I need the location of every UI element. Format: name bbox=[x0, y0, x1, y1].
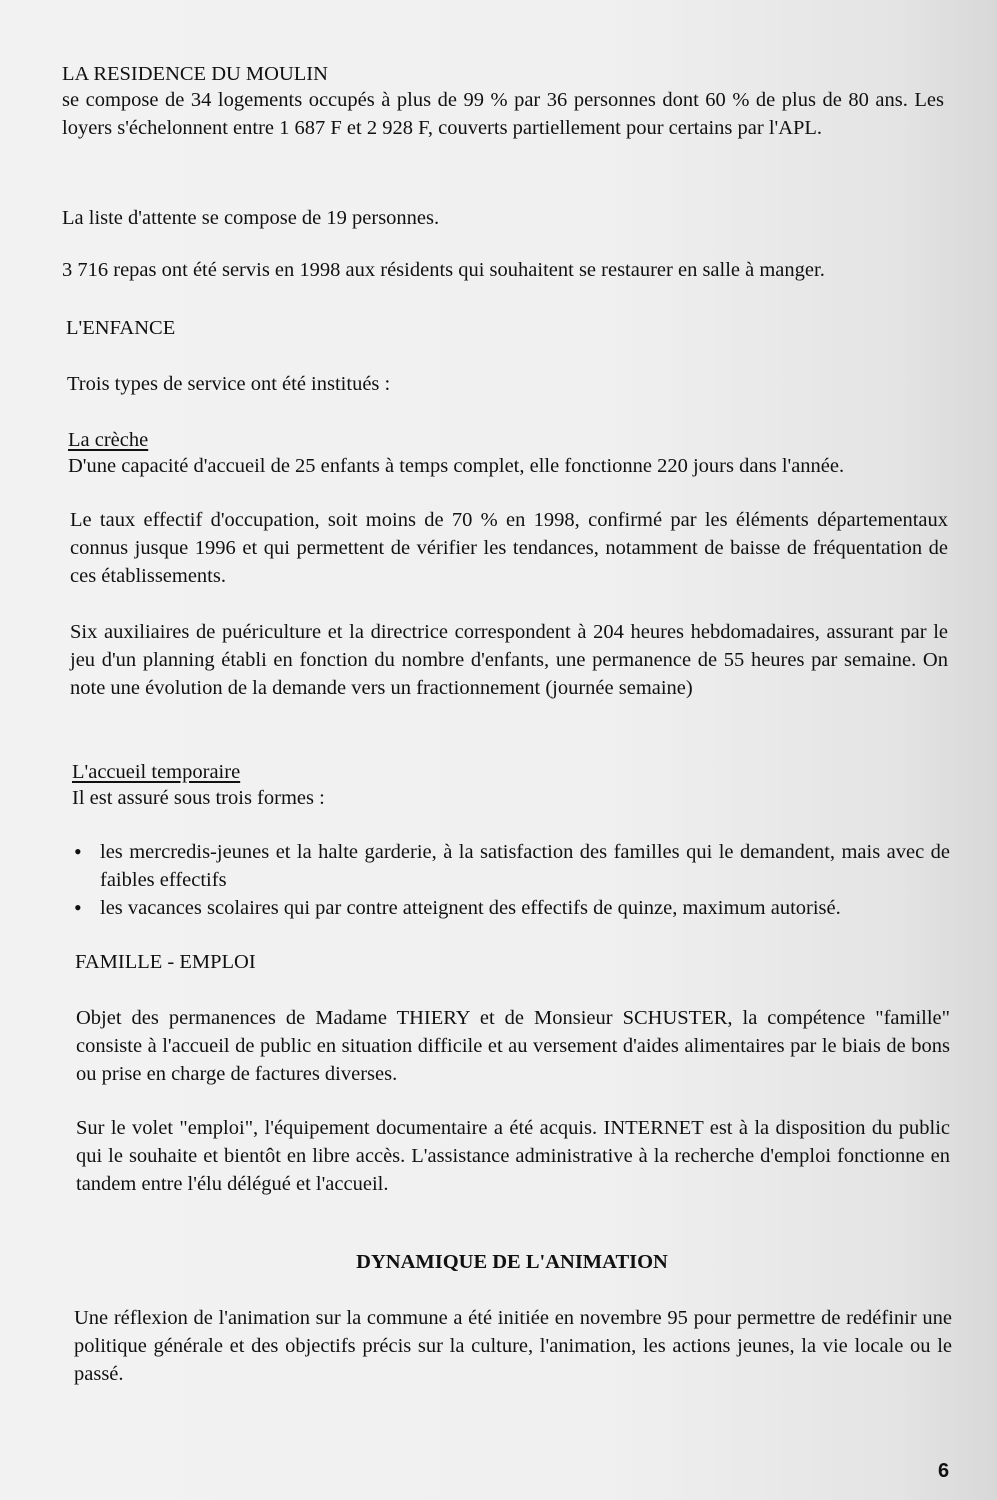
residence-paragraph-2: La liste d'attente se compose de 19 personnes. bbox=[62, 207, 440, 229]
creche-paragraph-2: Le taux effectif d'occupation, soit moins de 70 % en 1998, confirmé par les éléments départementaux connus jusque 1996 et qui permettent de vérifier les tendances, notamment de baisse de fréquentation de ces établissements. bbox=[70, 509, 948, 587]
accueil-bullet-item: • les mercredis-jeunes et la halte garderie, à la satisfaction des familles qui le demandent, mais avec de faibles effectifs bbox=[72, 838, 950, 894]
enfance-intro: Trois types de service ont été institués : bbox=[67, 373, 391, 395]
accueil-intro: Il est assuré sous trois formes : bbox=[72, 787, 325, 809]
creche-subheading: La crèche bbox=[68, 429, 149, 451]
famille-heading: FAMILLE - EMPLOI bbox=[75, 951, 256, 973]
famille-paragraph-2: Sur le volet "emploi", l'équipement documentaire a été acquis. INTERNET est à la disposition du public qui le souhaite et bientôt en libre accès. L'assistance administrative à la recherche d'emploi fonctionne en tandem entre l'élu délégué et l'accueil. bbox=[76, 1117, 950, 1195]
animation-paragraph-1: Une réflexion de l'animation sur la commune a été initiée en novembre 95 pour permettre de redéfinir une politique générale et des objectifs précis sur la culture, l'animation, les actions jeunes, la vie locale ou le passé. bbox=[74, 1307, 952, 1385]
accueil-bullet-item: • les vacances scolaires qui par contre atteignent des effectifs de quinze, maximum autorisé. bbox=[72, 894, 950, 922]
enfance-heading: L'ENFANCE bbox=[66, 317, 176, 339]
animation-heading: DYNAMIQUE DE L'ANIMATION bbox=[356, 1251, 668, 1273]
accueil-bullet-list bbox=[72, 838, 950, 922]
famille-paragraph-1: Objet des permanences de Madame THIERY et de Monsieur SCHUSTER, la compétence "famille" consiste à l'accueil de public en situation difficile et au versement d'aides alimentaires par le biais de bons ou prise en charge de factures diverses. bbox=[76, 1007, 950, 1085]
residence-heading: LA RESIDENCE DU MOULIN bbox=[62, 63, 328, 85]
residence-paragraph-3: 3 716 repas ont été servis en 1998 aux résidents qui souhaitent se restaurer en salle à manger. bbox=[62, 259, 825, 281]
creche-paragraph-1: D'une capacité d'accueil de 25 enfants à temps complet, elle fonctionne 220 jours dans l'année. bbox=[68, 455, 845, 477]
creche-paragraph-3: Six auxiliaires de puériculture et la directrice correspondent à 204 heures hebdomadaires, assurant par le jeu d'un planning établi en fonction du nombre d'enfants, une permanence de 55 heures par semaine. On note une évolution de la demande vers un fractionnement (journée semaine) bbox=[70, 621, 948, 699]
residence-paragraph-1: se compose de 34 logements occupés à plus de 99 % par 36 personnes dont 60 % de plus de 80 ans. Les loyers s'échelonnent entre 1 687 F et 2 928 F, couverts partiellement pour certains par l'APL. bbox=[62, 89, 944, 139]
accueil-subheading: L'accueil temporaire bbox=[72, 761, 241, 783]
page-number: 6 bbox=[938, 1460, 950, 1482]
